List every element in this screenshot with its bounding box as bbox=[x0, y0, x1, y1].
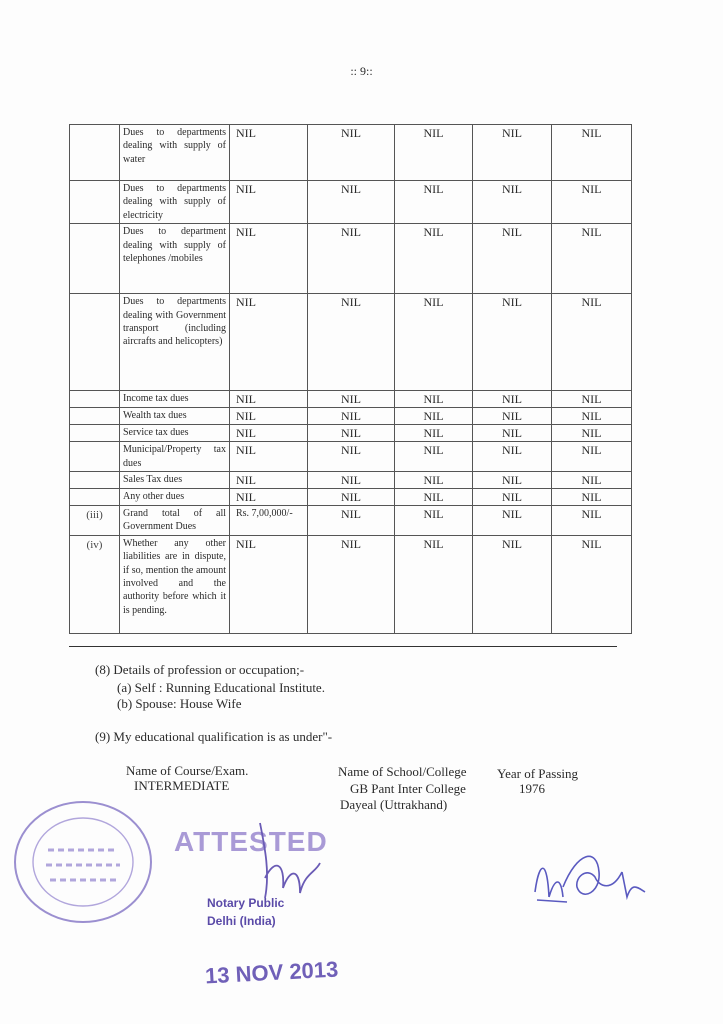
dues-description-cell: Dues to departments dealing with supply of electricity bbox=[120, 181, 230, 224]
dues-value-cell: NIL bbox=[473, 408, 552, 425]
dues-value-cell: NIL bbox=[473, 472, 552, 489]
page-number: :: 9:: bbox=[350, 64, 373, 78]
dues-value-cell: NIL bbox=[230, 391, 308, 408]
dues-value-cell: NIL bbox=[395, 294, 473, 391]
dues-value-cell: NIL bbox=[473, 294, 552, 391]
dues-value-cell: NIL bbox=[308, 391, 395, 408]
dues-value-cell: NIL bbox=[230, 489, 308, 506]
dues-value-cell: NIL bbox=[473, 506, 552, 536]
table-row bbox=[70, 391, 632, 408]
dues-description-cell: Dues to departments dealing with Government transport (including aircrafts and helicopters) bbox=[120, 294, 230, 391]
dues-value-cell: NIL bbox=[308, 294, 395, 391]
occupation-spouse: (b) Spouse: House Wife bbox=[117, 696, 242, 711]
dues-value-cell: NIL bbox=[552, 125, 632, 181]
dues-value-cell: NIL bbox=[308, 224, 395, 294]
dues-value-cell: NIL bbox=[552, 472, 632, 489]
row-number-cell bbox=[70, 472, 120, 489]
dues-value-cell: NIL bbox=[395, 442, 473, 472]
dues-value-cell: NIL bbox=[308, 489, 395, 506]
row-number-cell bbox=[70, 125, 120, 181]
dues-value-cell: NIL bbox=[230, 442, 308, 472]
dues-value-cell: NIL bbox=[308, 125, 395, 181]
table-row bbox=[70, 408, 632, 425]
dues-value-cell: NIL bbox=[308, 442, 395, 472]
row-number-cell: (iv) bbox=[70, 535, 120, 633]
passing-year: 1976 bbox=[519, 781, 545, 796]
dues-description-cell: Sales Tax dues bbox=[120, 472, 230, 489]
course-column-header: Name of Course/Exam. bbox=[126, 763, 249, 778]
dues-value-cell: Rs. 7,00,000/- bbox=[230, 506, 308, 536]
dues-value-cell: NIL bbox=[308, 506, 395, 536]
table-row bbox=[70, 294, 632, 391]
dues-value-cell: NIL bbox=[395, 472, 473, 489]
dues-value-cell: NIL bbox=[552, 442, 632, 472]
table-row bbox=[70, 181, 632, 224]
section-8-number: (8) bbox=[95, 662, 111, 677]
dues-value-cell: NIL bbox=[230, 472, 308, 489]
dues-value-cell: NIL bbox=[473, 224, 552, 294]
dues-table bbox=[69, 124, 632, 634]
school-column-header: Name of School/College bbox=[338, 764, 467, 779]
dues-value-cell: NIL bbox=[552, 535, 632, 633]
dues-value-cell: NIL bbox=[552, 391, 632, 408]
dues-value-cell: NIL bbox=[230, 408, 308, 425]
dues-value-cell: NIL bbox=[395, 489, 473, 506]
deponent-signature bbox=[527, 842, 657, 912]
dues-value-cell: NIL bbox=[395, 125, 473, 181]
dues-description-cell: Municipal/Property tax dues bbox=[120, 442, 230, 472]
dues-value-cell: NIL bbox=[473, 425, 552, 442]
dues-value-cell: NIL bbox=[552, 408, 632, 425]
table-row bbox=[70, 535, 632, 633]
dues-value-cell: NIL bbox=[473, 442, 552, 472]
dues-value-cell: NIL bbox=[473, 391, 552, 408]
course-name: INTERMEDIATE bbox=[134, 778, 230, 793]
dues-description-cell: Any other dues bbox=[120, 489, 230, 506]
dues-description-cell: Income tax dues bbox=[120, 391, 230, 408]
dues-value-cell: NIL bbox=[308, 535, 395, 633]
dues-value-cell: NIL bbox=[230, 181, 308, 224]
dues-value-cell: NIL bbox=[552, 294, 632, 391]
dues-value-cell: NIL bbox=[473, 125, 552, 181]
section-9-title: My educational qualification is as under"- bbox=[113, 729, 333, 744]
dues-value-cell: NIL bbox=[473, 181, 552, 224]
table-row bbox=[70, 489, 632, 506]
dues-description-cell: Service tax dues bbox=[120, 425, 230, 442]
dues-value-cell: NIL bbox=[308, 425, 395, 442]
section-9-number: (9) bbox=[95, 729, 111, 744]
dues-value-cell: NIL bbox=[552, 425, 632, 442]
date-stamp: 13 NOV 2013 bbox=[204, 956, 339, 989]
school-name: GB Pant Inter College bbox=[350, 781, 466, 796]
row-number-cell bbox=[70, 391, 120, 408]
attested-stamp: ATTESTED bbox=[174, 826, 328, 857]
year-column-header: Year of Passing bbox=[497, 766, 579, 781]
row-number-cell bbox=[70, 425, 120, 442]
row-number-cell bbox=[70, 294, 120, 391]
row-number-cell bbox=[70, 489, 120, 506]
section-8-title: Details of profession or occupation;- bbox=[113, 662, 305, 677]
section-divider bbox=[69, 646, 617, 647]
row-number-cell bbox=[70, 442, 120, 472]
row-number-cell bbox=[70, 224, 120, 294]
row-number-cell bbox=[70, 181, 120, 224]
dues-value-cell: NIL bbox=[473, 489, 552, 506]
dues-value-cell: NIL bbox=[552, 489, 632, 506]
occupation-self: (a) Self : Running Educational Institute. bbox=[117, 680, 325, 695]
dues-value-cell: NIL bbox=[473, 535, 552, 633]
notary-line-1: Notary Public bbox=[207, 896, 285, 910]
dues-value-cell: NIL bbox=[308, 408, 395, 425]
round-seal-stamp bbox=[8, 790, 158, 930]
dues-value-cell: NIL bbox=[552, 506, 632, 536]
dues-value-cell: NIL bbox=[230, 425, 308, 442]
dues-value-cell: NIL bbox=[308, 181, 395, 224]
dues-value-cell: NIL bbox=[395, 224, 473, 294]
notary-stamp bbox=[207, 894, 284, 930]
section-9-heading bbox=[95, 729, 332, 745]
dues-value-cell: NIL bbox=[308, 472, 395, 489]
dues-description-cell: Dues to departments dealing with supply of water bbox=[120, 125, 230, 181]
notary-line-2: Delhi (India) bbox=[207, 914, 276, 928]
table-row bbox=[70, 472, 632, 489]
dues-value-cell: NIL bbox=[552, 181, 632, 224]
dues-description-cell: Grand total of all Government Dues bbox=[120, 506, 230, 536]
dues-value-cell: NIL bbox=[395, 535, 473, 633]
school-location: Dayeal (Uttrakhand) bbox=[340, 797, 448, 812]
dues-value-cell: NIL bbox=[395, 181, 473, 224]
dues-description-cell: Wealth tax dues bbox=[120, 408, 230, 425]
dues-value-cell: NIL bbox=[230, 294, 308, 391]
table-row bbox=[70, 224, 632, 294]
row-number-cell: (iii) bbox=[70, 506, 120, 536]
dues-description-cell: Whether any other liabilities are in dispute, if so, mention the amount involved and the authority before which it is pending. bbox=[120, 535, 230, 633]
row-number-cell bbox=[70, 408, 120, 425]
table-row bbox=[70, 506, 632, 536]
dues-value-cell: NIL bbox=[230, 224, 308, 294]
section-8-heading bbox=[95, 662, 304, 678]
dues-value-cell: NIL bbox=[552, 224, 632, 294]
dues-value-cell: NIL bbox=[230, 535, 308, 633]
dues-value-cell: NIL bbox=[395, 408, 473, 425]
table-row bbox=[70, 442, 632, 472]
table-row bbox=[70, 125, 632, 181]
dues-value-cell: NIL bbox=[230, 125, 308, 181]
dues-value-cell: NIL bbox=[395, 425, 473, 442]
table-row bbox=[70, 425, 632, 442]
dues-description-cell: Dues to department dealing with supply of telephones /mobiles bbox=[120, 224, 230, 294]
dues-value-cell: NIL bbox=[395, 506, 473, 536]
dues-value-cell: NIL bbox=[395, 391, 473, 408]
